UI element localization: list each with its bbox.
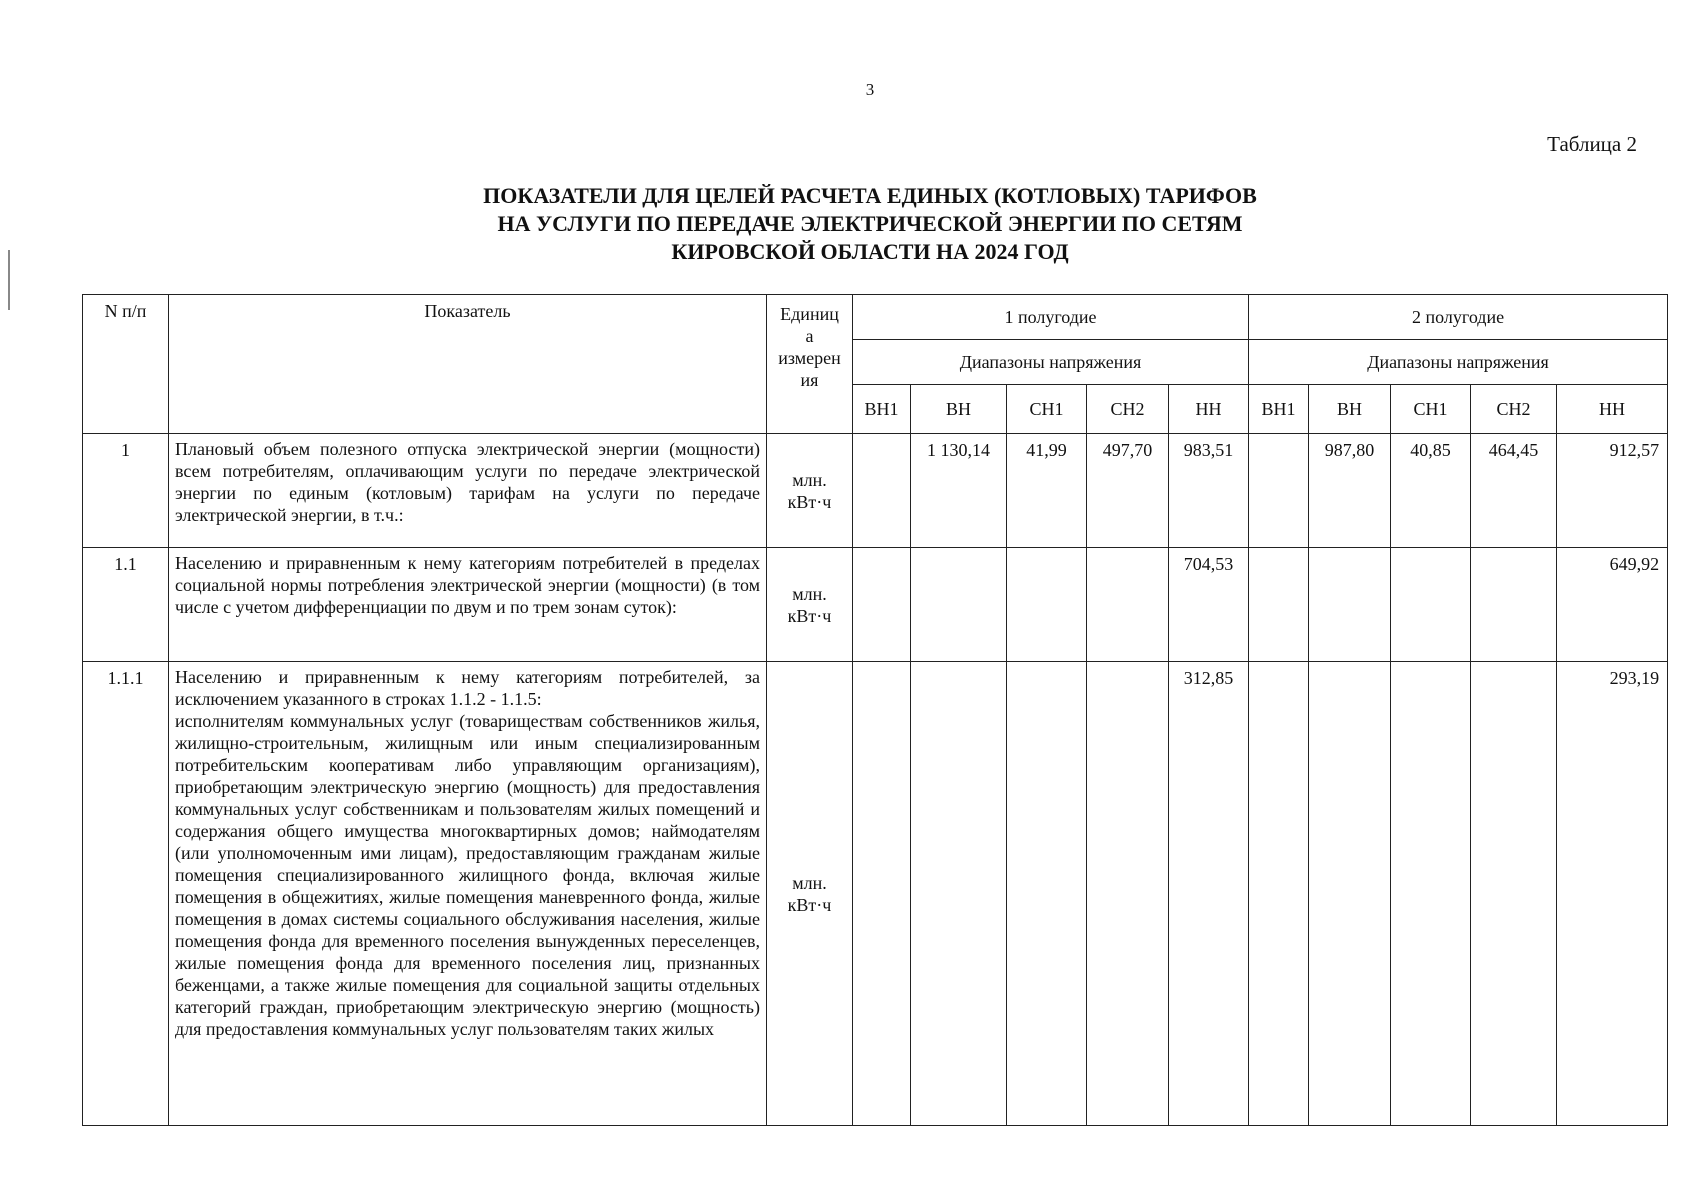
value-cell [853, 662, 911, 1126]
table-row [83, 434, 1668, 548]
value-cell: 464,45 [1471, 434, 1557, 548]
indicators-table [82, 294, 1668, 1126]
document-title [0, 182, 1697, 266]
value-cell: 912,57 [1557, 434, 1668, 548]
header-ranges-2: Диапазоны напряжения [1249, 340, 1668, 385]
value-cell [1087, 662, 1169, 1126]
title-line-1: ПОКАЗАТЕЛИ ДЛЯ ЦЕЛЕЙ РАСЧЕТА ЕДИНЫХ (КОТЛОВЫХ) ТАРИФОВ [483, 183, 1257, 208]
value-cell: 704,53 [1169, 548, 1249, 662]
value-cell: 40,85 [1391, 434, 1471, 548]
row-unit-line: млн. [792, 469, 827, 490]
row-number: 1.1.1 [83, 662, 169, 1126]
header-voltage-h1: ВН [911, 385, 1007, 434]
header-unit [767, 295, 853, 434]
value-cell: 41,99 [1007, 434, 1087, 548]
header-voltage-h1: ВН1 [853, 385, 911, 434]
row-number: 1 [83, 434, 169, 548]
header-voltage-h1: СН1 [1007, 385, 1087, 434]
value-cell: 497,70 [1087, 434, 1169, 548]
value-cell [853, 548, 911, 662]
value-cell [911, 548, 1007, 662]
header-unit-line: измерен [778, 348, 841, 368]
header-half-1: 1 полугодие [853, 295, 1249, 340]
value-cell [1391, 548, 1471, 662]
row-indicator-text: Плановый объем полезного отпуска электрической энергии (мощности) всем потребителям, оплачивающим услуги по передаче электрической энергии по единым (котловым) тарифам на услуги по передаче электрической энергии, в т.ч.: [169, 434, 767, 548]
value-cell [1249, 434, 1309, 548]
header-voltage-h2: ВН [1309, 385, 1391, 434]
row-unit-line: кВт·ч [787, 491, 832, 512]
row-indicator-text [169, 662, 767, 1126]
value-cell [1391, 662, 1471, 1126]
header-voltage-h1: СН2 [1087, 385, 1169, 434]
header-half-2: 2 полугодие [1249, 295, 1668, 340]
value-cell: 987,80 [1309, 434, 1391, 548]
value-cell: 649,92 [1557, 548, 1668, 662]
value-cell [1309, 662, 1391, 1126]
header-np: N п/п [83, 295, 169, 434]
header-unit-line: а [805, 326, 814, 346]
header-indicator: Показатель [169, 295, 767, 434]
value-cell: 1 130,14 [911, 434, 1007, 548]
header-unit-line: ия [800, 370, 819, 390]
value-cell [1249, 548, 1309, 662]
header-row-1 [83, 295, 1668, 340]
value-cell [1309, 548, 1391, 662]
header-voltage-h2: СН2 [1471, 385, 1557, 434]
header-voltage-h1: НН [1169, 385, 1249, 434]
row-unit-line: кВт·ч [787, 894, 832, 915]
value-cell [853, 434, 911, 548]
value-cell [1471, 548, 1557, 662]
row-indicator-paragraph: исполнителям коммунальных услуг (товариществам собственников жилья, жилищно-строительным, жилищным или иным специализированным потребительским кооперативам либо управляющим организациям), приобретающим электрическую энергию (мощность) для предоставления коммунальных услуг собственникам и пользователям жилых помещений и содержания общего имущества многоквартирных домов; наймодателям (или уполномоченным ими лицам), предоставляющим гражданам жилые помещения специализированного жилищного фонда, включая жилые помещения в общежитиях, жилые помещения маневренного фонда, жилые помещения в домах системы социального обслуживания населения, жилые помещения фонда для временного поселения вынужденных переселенцев, жилые помещения фонда для временного поселения лиц, признанных беженцами, а также жилые помещения для социальной защиты отдельных категорий граждан, приобретающим электрическую энергию (мощность) для предоставления коммунальных услуг пользователям таких жилых [175, 711, 760, 1039]
value-cell [1249, 662, 1309, 1126]
table-row [83, 662, 1668, 1126]
header-voltage-h2: НН [1557, 385, 1668, 434]
value-cell [1471, 662, 1557, 1126]
row-unit [767, 434, 853, 548]
row-indicator-paragraph: Населению и приравненным к нему категориям потребителей, за исключением указанного в строках 1.1.2 - 1.1.5: [175, 667, 760, 709]
row-number: 1.1 [83, 548, 169, 662]
row-unit [767, 548, 853, 662]
header-ranges-1: Диапазоны напряжения [853, 340, 1249, 385]
page-number: 3 [865, 80, 875, 99]
table-row [83, 548, 1668, 662]
value-cell [1007, 662, 1087, 1126]
header-voltage-h2: СН1 [1391, 385, 1471, 434]
title-line-2: НА УСЛУГИ ПО ПЕРЕДАЧЕ ЭЛЕКТРИЧЕСКОЙ ЭНЕРГИИ ПО СЕТЯМ [497, 211, 1243, 236]
value-cell: 312,85 [1169, 662, 1249, 1126]
value-cell [1007, 548, 1087, 662]
row-indicator-text: Населению и приравненным к нему категориям потребителей в пределах социальной нормы потребления электрической энергии (мощности) (в том числе с учетом дифференциации по двум и по трем зонам суток): [169, 548, 767, 662]
title-line-3: КИРОВСКОЙ ОБЛАСТИ НА 2024 ГОД [671, 239, 1069, 264]
table-label: Таблица 2 [1547, 132, 1637, 156]
value-cell: 293,19 [1557, 662, 1668, 1126]
header-unit-line: Единиц [780, 304, 839, 324]
header-voltage-h2: ВН1 [1249, 385, 1309, 434]
value-cell: 983,51 [1169, 434, 1249, 548]
row-unit-line: кВт·ч [787, 605, 832, 626]
value-cell [1087, 548, 1169, 662]
row-unit-line: млн. [792, 872, 827, 893]
value-cell [911, 662, 1007, 1126]
row-unit-line: млн. [792, 583, 827, 604]
row-unit [767, 662, 853, 1126]
